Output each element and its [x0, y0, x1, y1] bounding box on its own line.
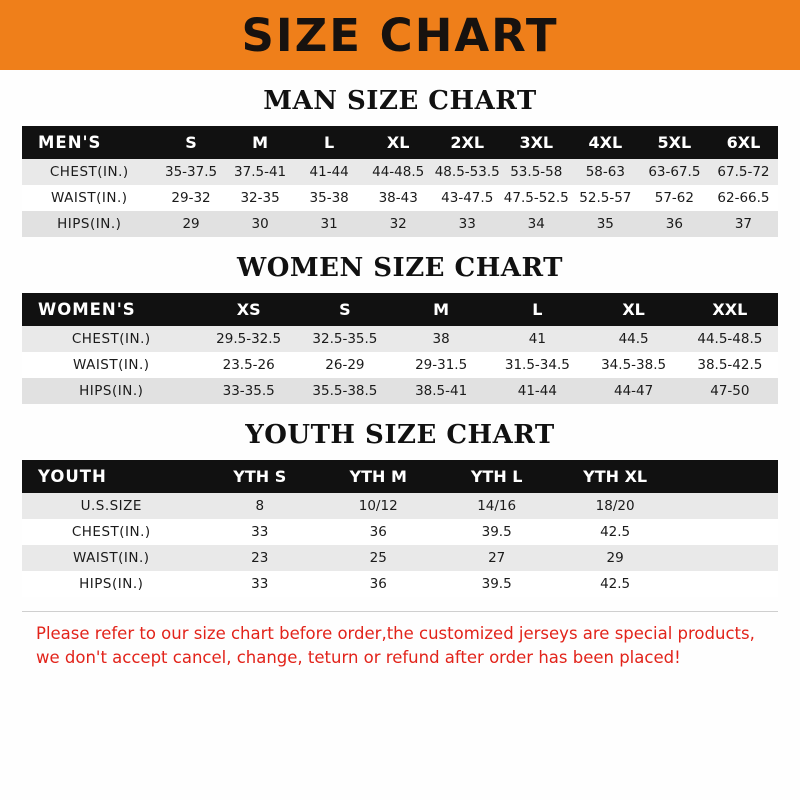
men-waist-2xl: 43-47.5 — [433, 185, 502, 211]
youth-hips-m: 36 — [319, 571, 437, 597]
men-chest-m: 37.5-41 — [226, 159, 295, 185]
men-hips-xl: 32 — [364, 211, 433, 237]
men-header-s: S — [157, 126, 226, 159]
women-hips-xl: 44-47 — [585, 378, 681, 404]
page-title: SIZE CHART — [241, 8, 559, 62]
youth-waist-s: 23 — [201, 545, 319, 571]
youth-hips-s: 33 — [201, 571, 319, 597]
women-chest-xxl: 44.5-48.5 — [682, 326, 778, 352]
men-chest-3xl: 53.5-58 — [502, 159, 571, 185]
table-row — [22, 545, 778, 571]
youth-ussize-m: 10/12 — [319, 493, 437, 519]
women-chest-m: 38 — [393, 326, 489, 352]
men-row-hips-label: HIPS(IN.) — [22, 211, 157, 237]
section-women-title: WOMEN SIZE CHART — [237, 253, 563, 283]
men-hips-m: 30 — [226, 211, 295, 237]
women-hips-m: 38.5-41 — [393, 378, 489, 404]
women-hips-l: 41-44 — [489, 378, 585, 404]
table-row — [22, 185, 778, 211]
women-header-label: WOMEN'S — [22, 293, 201, 326]
women-chest-xs: 29.5-32.5 — [201, 326, 297, 352]
women-header-l: L — [489, 293, 585, 326]
youth-row-waist-label: WAIST(IN.) — [22, 545, 201, 571]
men-hips-3xl: 34 — [502, 211, 571, 237]
men-hips-6xl: 37 — [709, 211, 778, 237]
content — [0, 86, 800, 670]
men-waist-xl: 38-43 — [364, 185, 433, 211]
men-header-m: M — [226, 126, 295, 159]
men-hips-4xl: 35 — [571, 211, 640, 237]
women-waist-xxl: 38.5-42.5 — [682, 352, 778, 378]
women-waist-m: 29-31.5 — [393, 352, 489, 378]
men-chest-l: 41-44 — [295, 159, 364, 185]
youth-header-blank — [674, 460, 778, 493]
women-header-m: M — [393, 293, 489, 326]
men-waist-3xl: 47.5-52.5 — [502, 185, 571, 211]
table-header-row — [22, 293, 778, 326]
men-chest-2xl: 48.5-53.5 — [433, 159, 502, 185]
men-row-waist-label: WAIST(IN.) — [22, 185, 157, 211]
youth-table-header — [22, 460, 778, 493]
women-chest-s: 32.5-35.5 — [297, 326, 393, 352]
men-header-label: MEN'S — [22, 126, 157, 159]
women-waist-s: 26-29 — [297, 352, 393, 378]
table-row — [22, 493, 778, 519]
youth-chest-xl: 42.5 — [556, 519, 674, 545]
table-row — [22, 571, 778, 597]
youth-waist-xl: 29 — [556, 545, 674, 571]
youth-table-body — [22, 493, 778, 597]
women-hips-s: 35.5-38.5 — [297, 378, 393, 404]
table-row — [22, 378, 778, 404]
men-chest-xl: 44-48.5 — [364, 159, 433, 185]
youth-hips-xl: 42.5 — [556, 571, 674, 597]
women-table-header — [22, 293, 778, 326]
order-notice-line-2: we don't accept cancel, change, teturn or refund after order has been placed! — [36, 647, 681, 667]
men-hips-2xl: 33 — [433, 211, 502, 237]
section-men — [22, 86, 778, 237]
men-waist-l: 35-38 — [295, 185, 364, 211]
table-header-row — [22, 126, 778, 159]
table-row — [22, 159, 778, 185]
youth-chest-blank — [674, 519, 778, 545]
women-header-s: S — [297, 293, 393, 326]
section-men-title: MAN SIZE CHART — [263, 86, 537, 116]
men-hips-5xl: 36 — [640, 211, 709, 237]
youth-header-xl: YTH XL — [556, 460, 674, 493]
men-chest-4xl: 58-63 — [571, 159, 640, 185]
women-row-waist-label: WAIST(IN.) — [22, 352, 201, 378]
table-row — [22, 211, 778, 237]
banner — [0, 0, 800, 70]
section-women — [22, 253, 778, 404]
youth-header-s: YTH S — [201, 460, 319, 493]
order-notice — [22, 611, 778, 670]
youth-ussize-blank — [674, 493, 778, 519]
men-waist-s: 29-32 — [157, 185, 226, 211]
section-youth — [22, 420, 778, 597]
table-row — [22, 352, 778, 378]
youth-ussize-l: 14/16 — [437, 493, 555, 519]
youth-row-ussize-label: U.S.SIZE — [22, 493, 201, 519]
men-header-6xl: 6XL — [709, 126, 778, 159]
women-hips-xs: 33-35.5 — [201, 378, 297, 404]
youth-header-label: YOUTH — [22, 460, 201, 493]
women-row-chest-label: CHEST(IN.) — [22, 326, 201, 352]
women-waist-xs: 23.5-26 — [201, 352, 297, 378]
youth-chest-m: 36 — [319, 519, 437, 545]
women-waist-l: 31.5-34.5 — [489, 352, 585, 378]
youth-hips-blank — [674, 571, 778, 597]
men-header-2xl: 2XL — [433, 126, 502, 159]
youth-hips-l: 39.5 — [437, 571, 555, 597]
men-header-3xl: 3XL — [502, 126, 571, 159]
men-chest-6xl: 67.5-72 — [709, 159, 778, 185]
women-row-hips-label: HIPS(IN.) — [22, 378, 201, 404]
youth-waist-l: 27 — [437, 545, 555, 571]
men-chest-5xl: 63-67.5 — [640, 159, 709, 185]
men-row-chest-label: CHEST(IN.) — [22, 159, 157, 185]
women-hips-xxl: 47-50 — [682, 378, 778, 404]
men-chest-s: 35-37.5 — [157, 159, 226, 185]
men-hips-s: 29 — [157, 211, 226, 237]
men-waist-4xl: 52.5-57 — [571, 185, 640, 211]
women-waist-xl: 34.5-38.5 — [585, 352, 681, 378]
men-waist-6xl: 62-66.5 — [709, 185, 778, 211]
men-size-table — [22, 126, 778, 237]
youth-chest-s: 33 — [201, 519, 319, 545]
men-waist-m: 32-35 — [226, 185, 295, 211]
youth-chest-l: 39.5 — [437, 519, 555, 545]
youth-waist-blank — [674, 545, 778, 571]
women-header-xs: XS — [201, 293, 297, 326]
women-size-table — [22, 293, 778, 404]
men-header-5xl: 5XL — [640, 126, 709, 159]
men-header-xl: XL — [364, 126, 433, 159]
women-table-body — [22, 326, 778, 404]
women-chest-l: 41 — [489, 326, 585, 352]
section-youth-title: YOUTH SIZE CHART — [245, 420, 555, 450]
youth-row-hips-label: HIPS(IN.) — [22, 571, 201, 597]
men-table-header — [22, 126, 778, 159]
youth-ussize-s: 8 — [201, 493, 319, 519]
men-header-l: L — [295, 126, 364, 159]
youth-row-chest-label: CHEST(IN.) — [22, 519, 201, 545]
youth-size-table — [22, 460, 778, 597]
table-header-row — [22, 460, 778, 493]
youth-header-l: YTH L — [437, 460, 555, 493]
men-hips-l: 31 — [295, 211, 364, 237]
women-chest-xl: 44.5 — [585, 326, 681, 352]
men-waist-5xl: 57-62 — [640, 185, 709, 211]
youth-ussize-xl: 18/20 — [556, 493, 674, 519]
order-notice-line-1: Please refer to our size chart before order,the customized jerseys are special products, — [36, 624, 755, 643]
women-header-xl: XL — [585, 293, 681, 326]
men-table-body — [22, 159, 778, 237]
table-row — [22, 326, 778, 352]
women-header-xxl: XXL — [682, 293, 778, 326]
table-row — [22, 519, 778, 545]
youth-header-m: YTH M — [319, 460, 437, 493]
men-header-4xl: 4XL — [571, 126, 640, 159]
youth-waist-m: 25 — [319, 545, 437, 571]
